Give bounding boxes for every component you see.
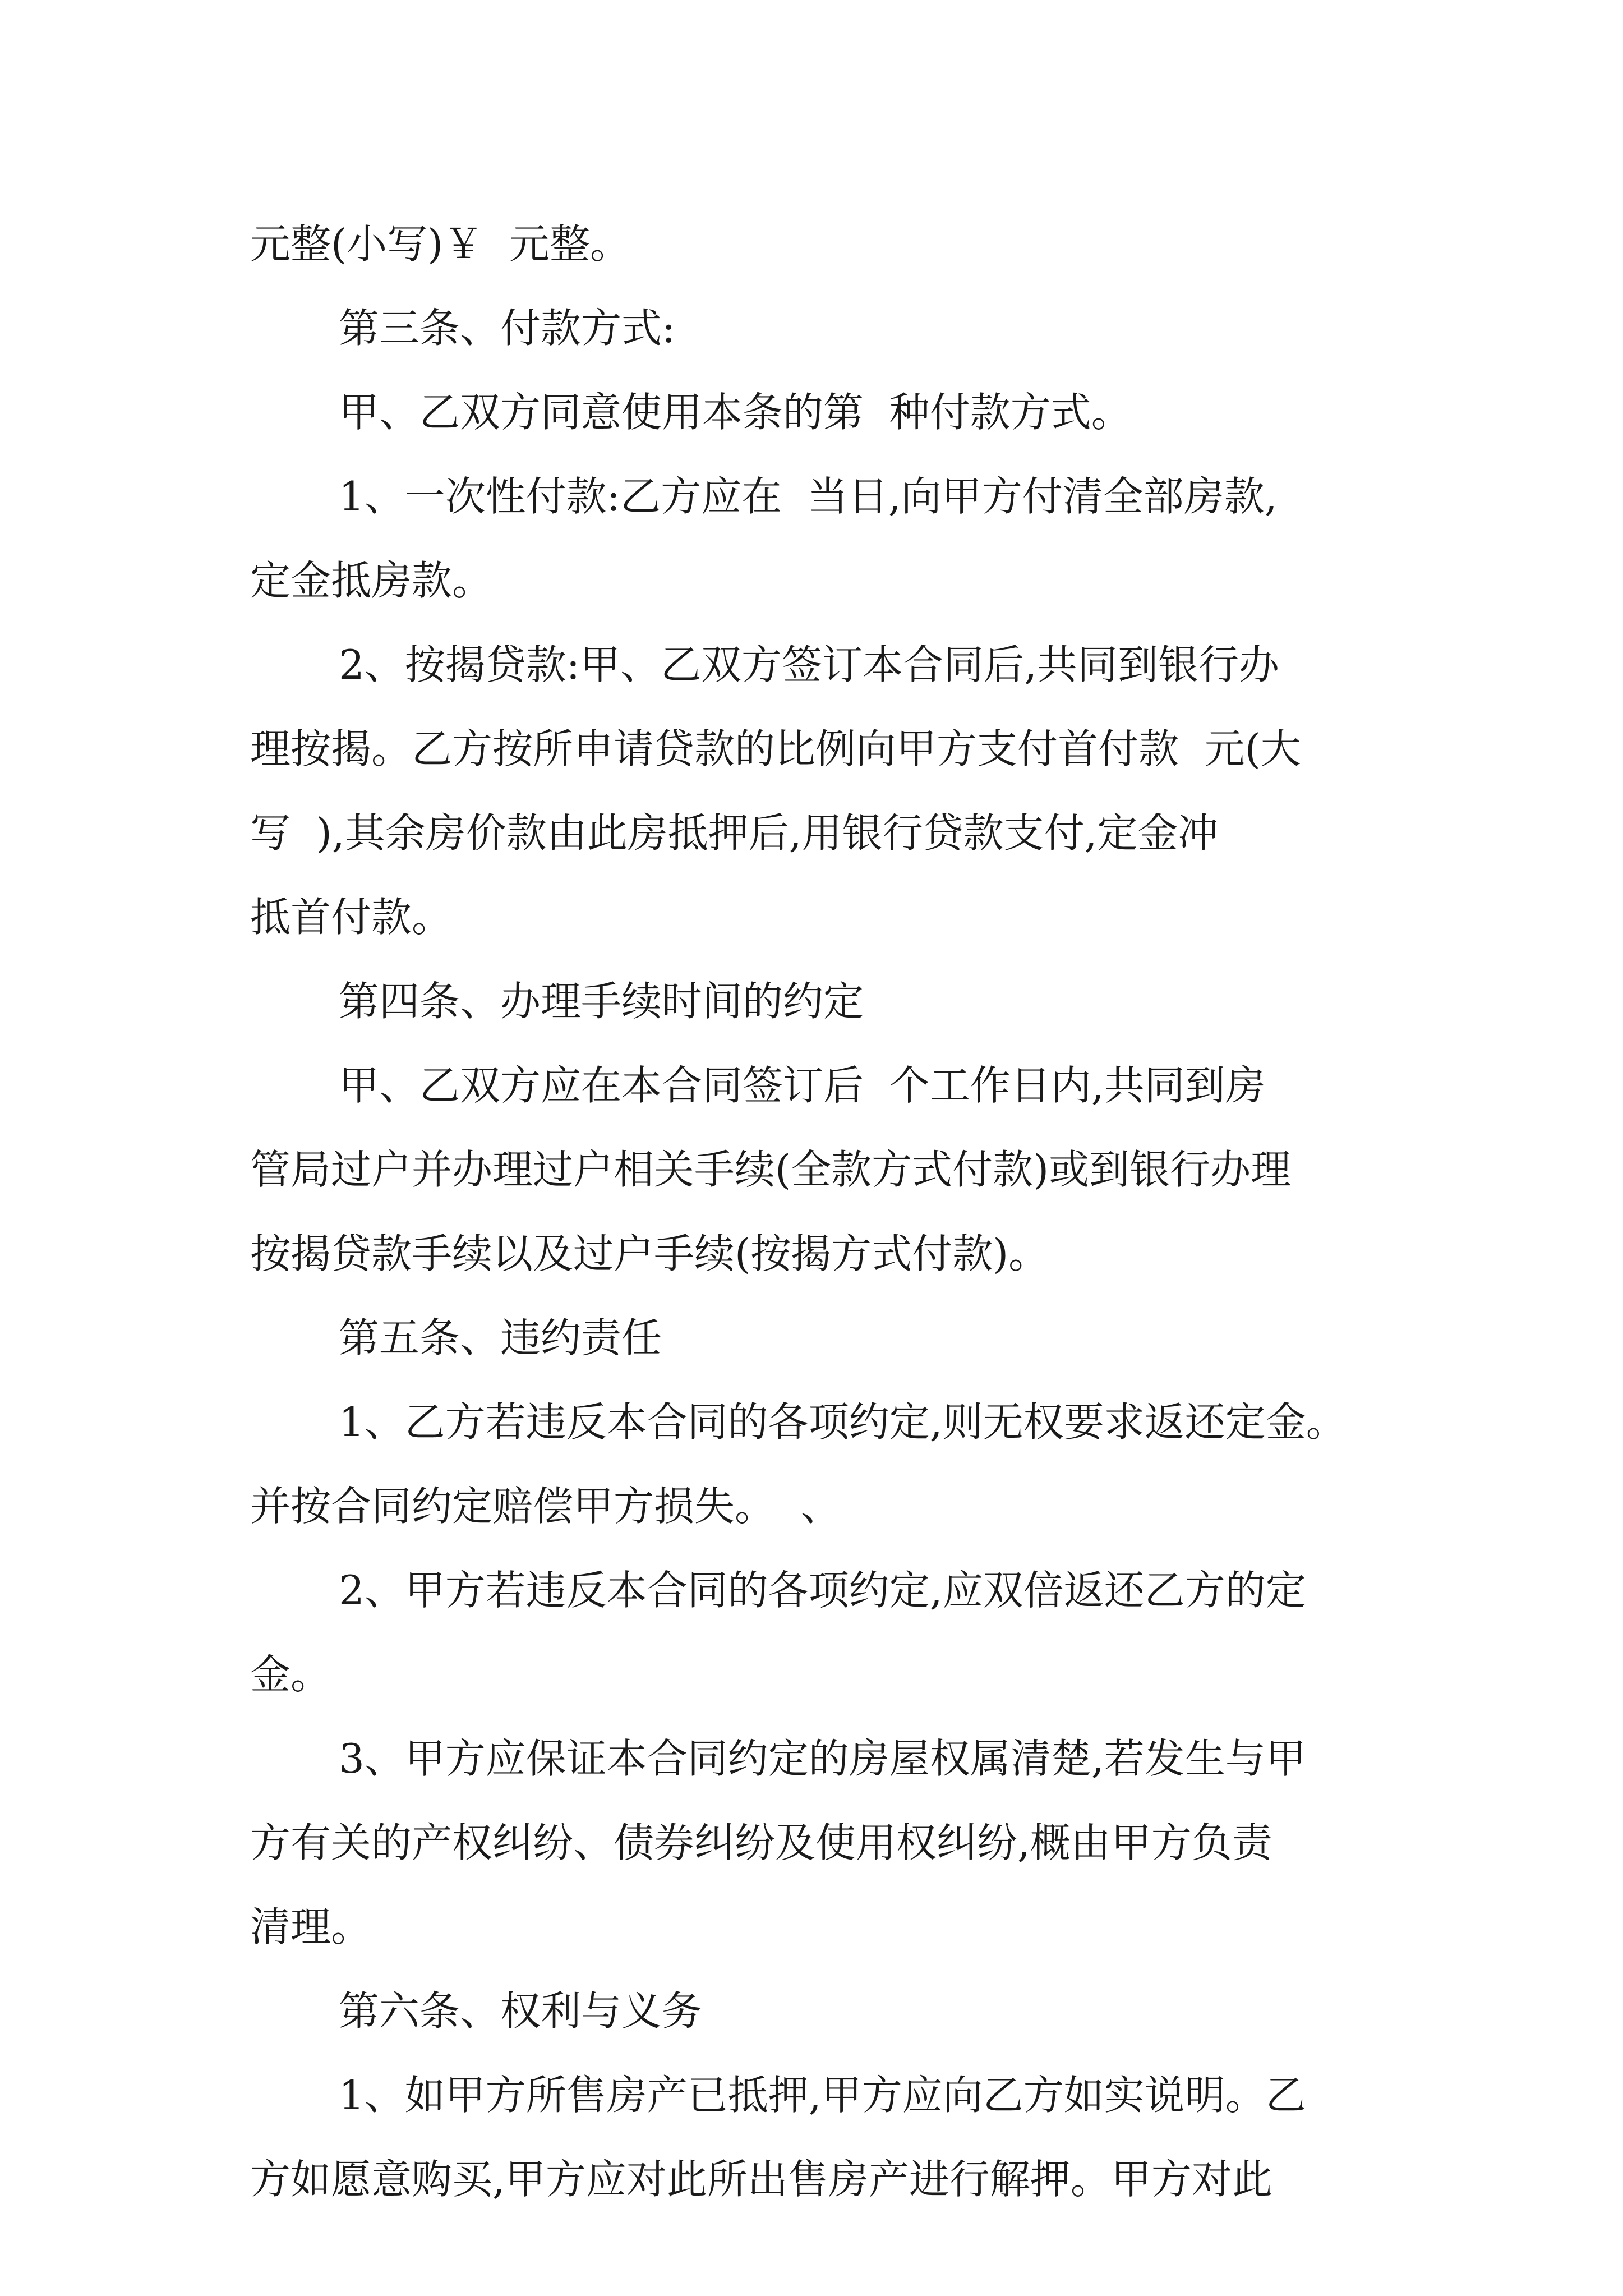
text-line-payment-choice: 甲、乙双方同意使用本条的第 种付款方式。 — [339, 389, 1132, 436]
text-line-liability-2b: 金。 — [250, 1651, 331, 1698]
text-line-rights-1b: 方如愿意购买,甲方应对此所出售房产进行解押。甲方对此 — [250, 2156, 1272, 2203]
heading-article-6-rights: 第六条、权利与义务 — [339, 1987, 703, 2035]
heading-article-5-liability: 第五条、违约责任 — [339, 1314, 662, 1361]
text-line-mortgage-4: 抵首付款。 — [250, 894, 453, 941]
text-line-mortgage-3: 写 ),其余房价款由此房抵押后,用银行贷款支付,定金冲 — [250, 809, 1219, 857]
text-line-liability-3b: 方有关的产权纠纷、债券纠纷及使用权纠纷,概由甲方负责 — [250, 1819, 1272, 1866]
text-line-procedures-1: 甲、乙双方应在本合同签订后 个工作日内,共同到房 — [339, 1062, 1266, 1109]
text-line-lump-sum-1: 1、一次性付款:乙方应在 当日,向甲方付清全部房款, — [339, 473, 1278, 520]
text-line-rights-1a: 1、如甲方所售房产已抵押,甲方应向乙方如实说明。乙 — [339, 2072, 1306, 2119]
heading-article-3-payment: 第三条、付款方式: — [339, 305, 676, 352]
text-line-liability-3a: 3、甲方应保证本合同约定的房屋权属清楚,若发生与甲 — [339, 1735, 1306, 1782]
text-line-mortgage-2: 理按揭。乙方按所申请贷款的比例向甲方支付首付款 元(大 — [250, 725, 1301, 772]
text-line-liability-1a: 1、乙方若违反本合同的各项约定,则无权要求返还定金。 — [339, 1398, 1347, 1446]
text-line-procedures-2: 管局过户并办理过户相关手续(全款方式付款)或到银行办理 — [250, 1146, 1292, 1193]
contract-body — [250, 202, 1389, 2221]
text-line-liability-2a: 2、甲方若违反本合同的各项约定,应双倍返还乙方的定 — [339, 1567, 1306, 1614]
text-line-liability-3c: 清理。 — [250, 1903, 372, 1950]
text-line-amount-continuation: 元整(小写)￥ 元整。 — [250, 220, 630, 268]
text-line-lump-sum-2: 定金抵房款。 — [250, 557, 493, 604]
heading-article-4-procedures: 第四条、办理手续时间的约定 — [339, 978, 864, 1025]
text-line-liability-1b: 并按合同约定赔偿甲方损失。 、 — [250, 1483, 841, 1530]
text-line-mortgage-1: 2、按揭贷款:甲、乙双方签订本合同后,共同到银行办 — [339, 641, 1279, 688]
text-line-procedures-3: 按揭贷款手续以及过户手续(按揭方式付款)。 — [250, 1230, 1049, 1277]
